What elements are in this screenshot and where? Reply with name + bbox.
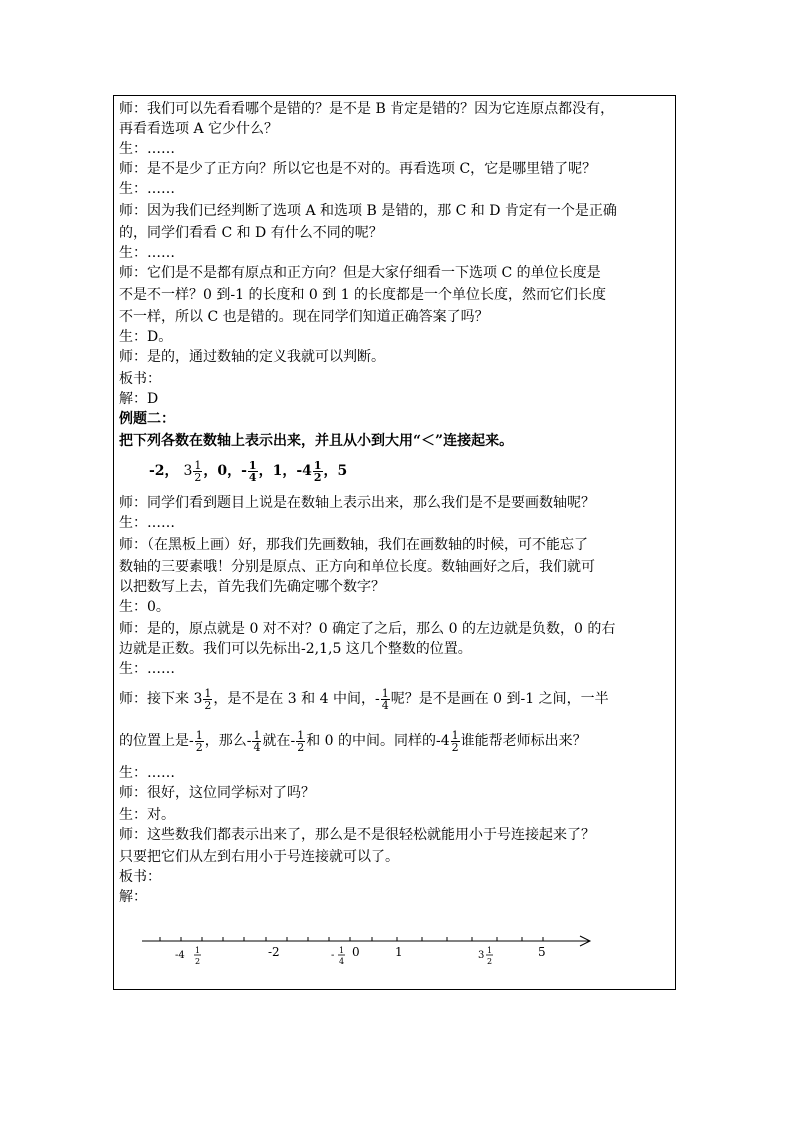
text-line: 生：对。: [119, 807, 175, 823]
text-line: 不是不一样？0 到-1 的长度和 0 到 1 的长度都是一个单位长度，然而它们长度: [119, 287, 607, 303]
fraction-half: $\frac{1}{2}$: [451, 728, 459, 754]
tick-label-frac-den: 2: [195, 957, 201, 966]
number-list: -2， 3 $\frac{1}{2}$ ，0，- $\frac{1}{4}$ ，1，-4 $\frac{1}{2}$ ，5: [149, 458, 348, 484]
fraction-half: $\frac{1}{2}$: [204, 686, 212, 712]
text-line: 数轴的三要素哦！分别是原点、正方向和单位长度。数轴画好之后，我们就可: [119, 559, 595, 575]
example-title: 例题二：: [119, 411, 175, 427]
text-line: 师：我们可以先看看哪个是错的？是不是 B 肯定是错的？因为它连原点都没有，: [119, 101, 615, 117]
text-line: 生：……: [119, 515, 175, 531]
text-line: 生：……: [119, 245, 175, 261]
text-line: 师：（在黑板上画）好，那我们先画数轴，我们在画数轴的时候，可不能忘了: [119, 537, 588, 553]
text-line: 的，同学们看看 C 和 D 有什么不同的呢？: [119, 225, 383, 241]
text-line-fraction: 师：接下来 3 $\frac{1}{2}$ ，是不是在 3 和 4 中间，- $\frac{1}{4}$ 呢？是不是画在 0 到-1 之间，一半: [119, 686, 609, 712]
text-line: 师：是的，原点就是 0 对不对？0 确定了之后，那么 0 的左边就是负数，0 的右: [119, 621, 616, 637]
fraction-half: $\frac{1}{2}$: [313, 458, 322, 484]
tick-label: -: [331, 950, 335, 961]
number-line: [140, 925, 600, 975]
text-line: 生：D。: [119, 329, 173, 345]
text-line: 师：是不是少了正方向？所以它也是不对的。再看选项 C，它是哪里错了呢？: [119, 161, 597, 177]
text-line: 板书：: [119, 371, 161, 387]
text-line: 以把数写上去，首先我们先确定哪个数字？: [119, 579, 385, 595]
tick-label: 3: [478, 950, 485, 961]
text-line: 板书：: [119, 869, 161, 885]
text-line: 生：……: [119, 141, 175, 157]
tick-label: 0: [352, 945, 360, 959]
text-line: 生：……: [119, 181, 175, 197]
text-line: 师：同学们看到题目上说是在数轴上表示出来，那么我们是不是要画数轴呢？: [119, 495, 595, 511]
tick-label: 5: [538, 945, 546, 959]
fraction-half: $\frac{1}{2}$: [194, 458, 202, 484]
text-line: 再看看选项 A 它少什么？: [119, 121, 279, 137]
text-line: 师：是的，通过数轴的定义我就可以判断。: [119, 349, 385, 365]
tick-label-frac-num: 1: [195, 946, 201, 955]
text-line: 解：: [119, 889, 147, 905]
tick-label: -2: [268, 945, 280, 959]
text-line: 生：……: [119, 765, 175, 781]
fraction-quarter: $\frac{1}{4}$: [248, 458, 257, 484]
text-line: 解：D: [119, 391, 159, 407]
fraction-quarter: $\frac{1}{4}$: [253, 728, 261, 754]
text-line: 师：很好，这位同学标对了吗？: [119, 785, 315, 801]
text-line: 生：0。: [119, 599, 170, 615]
text-line: 边就是正数。我们可以先标出-2,1,5 这几个整数的位置。: [119, 641, 472, 657]
fraction-half: $\frac{1}{2}$: [195, 728, 203, 754]
tick-label-frac-den: 2: [487, 957, 493, 966]
text-line-fraction: 的位置上是- $\frac{1}{2}$ ，那么- $\frac{1}{4}$ 就在- $\frac{1}{2}$ 和 0 的中间。同样的-4 $\frac{1}{2}$ 谁能帮老师标出来？: [119, 728, 587, 754]
tick-label: -4: [175, 950, 185, 961]
example-question: 把下列各数在数轴上表示出来，并且从小到大用“＜”连接起来。: [119, 433, 514, 449]
tick-label-frac-num: 1: [339, 946, 345, 955]
tick-label-frac-num: 1: [487, 946, 493, 955]
tick-label-frac-den: 4: [339, 957, 345, 966]
fraction-quarter: $\frac{1}{4}$: [381, 686, 389, 712]
text-line: 师：因为我们已经判断了选项 A 和选项 B 是错的，那 C 和 D 肯定有一个是正确: [119, 203, 617, 219]
text-line: 不一样，所以 C 也是错的。现在同学们知道正确答案了吗？: [119, 309, 489, 325]
text-line: 师：这些数我们都表示出来了，那么是不是很轻松就能用小于号连接起来了？: [119, 827, 595, 843]
text-line: 师：它们是不是都有原点和正方向？但是大家仔细看一下选项 C 的单位长度是: [119, 265, 601, 281]
tick-label: 1: [395, 945, 403, 959]
text-line: 生：……: [119, 661, 175, 677]
text-line: 只要把它们从左到右用小于号连接就可以了。: [119, 849, 399, 865]
fraction-half: $\frac{1}{2}$: [297, 728, 305, 754]
